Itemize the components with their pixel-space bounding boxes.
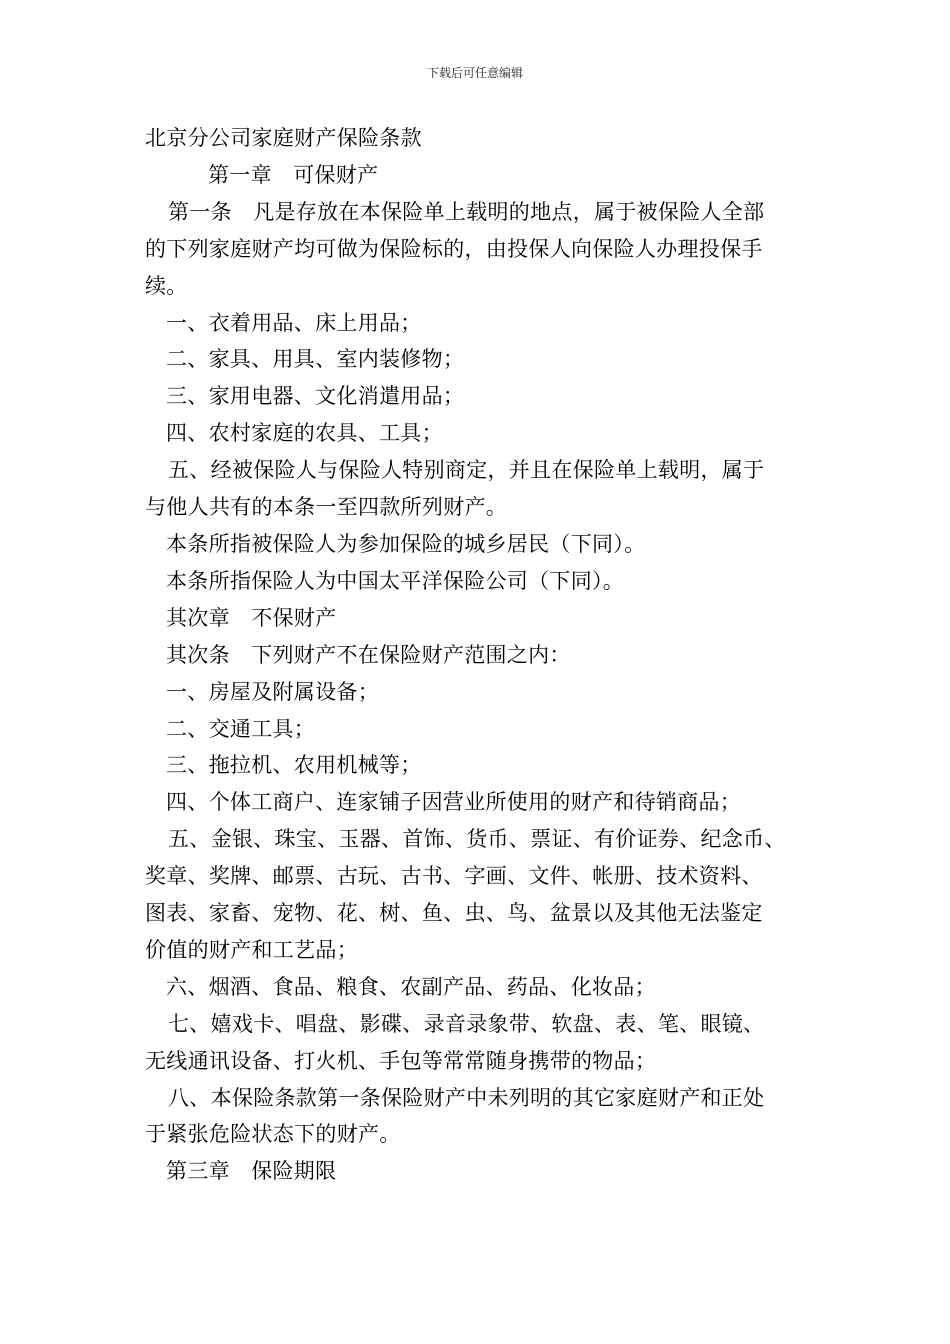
list-item: 一、衣着用品、床上用品； — [166, 310, 422, 335]
paragraph-line: 无线通讯设备、打火机、手包等常常随身携带的物品； — [145, 1048, 657, 1073]
list-item: 三、家用电器、文化消遣用品； — [166, 384, 465, 409]
chapter-heading: 其次章 不保财产 — [166, 605, 337, 630]
note-line: 本条所指被保险人为参加保险的城乡居民（下同）。 — [166, 531, 646, 556]
list-item: 八、本保险条款第一条保险财产中未列明的其它家庭财产和正处 — [168, 1085, 765, 1110]
list-item: 一、房屋及附属设备； — [166, 679, 379, 704]
list-item: 七、嬉戏卡、唱盘、影碟、录音录象带、软盘、表、笔、眼镜、 — [168, 1011, 765, 1036]
chapter-heading: 第一章 可保财产 — [208, 162, 379, 187]
paragraph-line: 的下列家庭财产均可做为保险标的，由投保人向保险人办理投保手 — [145, 236, 763, 261]
list-item: 四、农村家庭的农具、工具； — [166, 421, 443, 446]
list-item: 五、金银、珠宝、玉器、首饰、货币、票证、有价证券、纪念币、 — [168, 827, 786, 852]
article-paragraph: 其次条 下列财产不在保险财产范围之内： — [166, 642, 571, 667]
paragraph-line: 于紧张危险状态下的财产。 — [145, 1122, 401, 1147]
list-item: 二、家具、用具、室内装修物； — [166, 347, 465, 372]
list-item: 五、经被保险人与保险人特别商定，并且在保险单上载明，属于 — [168, 458, 765, 483]
paragraph-line: 价值的财产和工艺品； — [145, 937, 358, 962]
chapter-heading: 第三章 保险期限 — [166, 1159, 337, 1184]
paragraph-line: 奖章、奖牌、邮票、古玩、古书、字画、文件、帐册、技术资料、 — [145, 864, 763, 889]
document-title: 北京分公司家庭财产保险条款 — [145, 126, 422, 150]
list-item: 六、烟酒、食品、粮食、农副产品、药品、化妆品； — [166, 974, 656, 999]
note-line: 本条所指保险人为中国太平洋保险公司（下同）。 — [166, 568, 625, 593]
list-item: 三、拖拉机、农用机械等； — [166, 753, 422, 778]
paragraph-line: 图表、家畜、宠物、花、树、鱼、虫、鸟、盆景以及其他无法鉴定 — [145, 901, 763, 926]
list-item: 四、个体工商户、连家铺子因营业所使用的财产和待销商品； — [166, 790, 742, 815]
list-item: 二、交通工具； — [166, 716, 316, 741]
article-paragraph: 第一条 凡是存放在本保险单上载明的地点，属于被保险人全部 — [168, 199, 765, 224]
paragraph-line: 续。 — [145, 273, 188, 298]
document-body — [145, 120, 825, 1190]
page-header-note: 下载后可任意编辑 — [426, 66, 523, 80]
paragraph-line: 与他人共有的本条一至四款所列财产。 — [145, 495, 508, 520]
